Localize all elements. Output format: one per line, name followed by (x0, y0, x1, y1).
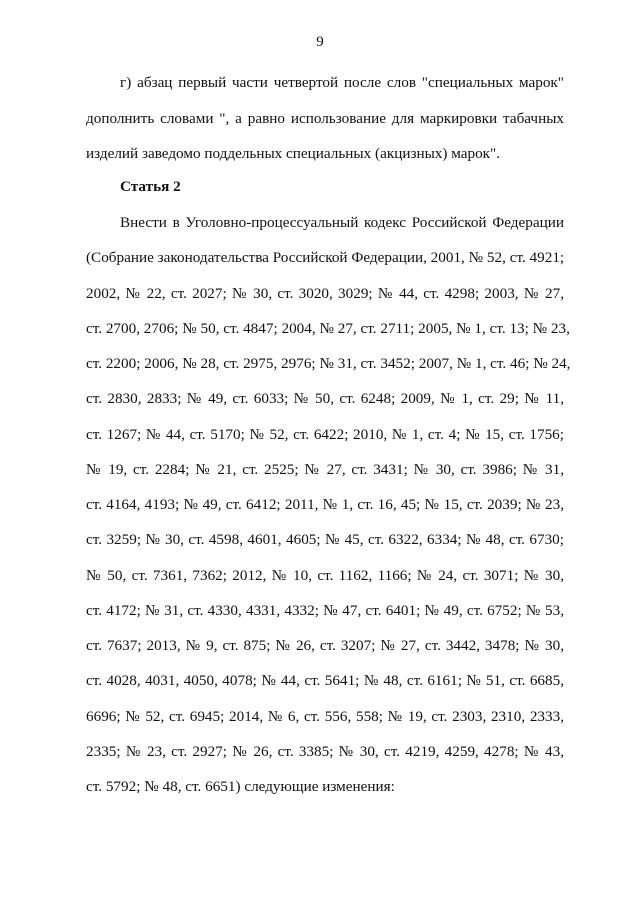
article-line-1: Внести в Уголовно-процессуальный кодекс Российской Федерации (120, 214, 564, 231)
paragraph-g-line-3: изделий заведомо поддельных специальных (акцизных) марок". (86, 145, 501, 162)
article-line-10: ст. 3259; № 30, ст. 4598, 4601, 4605; № 45, ст. 6322, 6334; № 48, ст. 6730; (86, 531, 564, 548)
article-line-16: 2335; № 23, ст. 2927; № 26, ст. 3385; № 30, ст. 4219, 4259, 4278; № 43, (86, 743, 564, 760)
article-line-7: ст. 1267; № 44, ст. 5170; № 52, ст. 6422; 2010, № 1, ст. 4; № 15, ст. 1756; (86, 426, 564, 443)
page-number: 9 (316, 34, 324, 50)
article-line-4: ст. 2700, 2706; № 50, ст. 4847; 2004, № 27, ст. 2711; 2005, № 1, ст. 13; № 23, (86, 320, 570, 337)
article-line-8: № 19, ст. 2284; № 21, ст. 2525; № 27, ст. 3431; № 30, ст. 3986; № 31, (86, 461, 564, 478)
article-line-9: ст. 4164, 4193; № 49, ст. 6412; 2011, № 1, ст. 16, 45; № 15, ст. 2039; № 23, (86, 496, 564, 513)
article-line-17: ст. 5792; № 48, ст. 6651) следующие изменения: (86, 778, 395, 795)
article-line-12: ст. 4172; № 31, ст. 4330, 4331, 4332; № 47, ст. 6401; № 49, ст. 6752; № 53, (86, 602, 564, 619)
article-heading: Статья 2 (120, 178, 181, 195)
article-line-14: ст. 4028, 4031, 4050, 4078; № 44, ст. 5641; № 48, ст. 6161; № 51, ст. 6685, (86, 672, 564, 689)
paragraph-g-line-2: дополнить словами ", а равно использование для маркировки табачных (86, 110, 564, 127)
article-line-5: ст. 2200; 2006, № 28, ст. 2975, 2976; № 31, ст. 3452; 2007, № 1, ст. 46; № 24, (86, 355, 571, 372)
article-line-6: ст. 2830, 2833; № 49, ст. 6033; № 50, ст. 6248; 2009, № 1, ст. 29; № 11, (86, 390, 564, 407)
article-line-3: 2002, № 22, ст. 2027; № 30, ст. 3020, 3029; № 44, ст. 4298; 2003, № 27, (86, 285, 564, 302)
article-line-15: 6696; № 52, ст. 6945; 2014, № 6, ст. 556, 558; № 19, ст. 2303, 2310, 2333, (86, 708, 564, 725)
article-line-13: ст. 7637; 2013, № 9, ст. 875; № 26, ст. 3207; № 27, ст. 3442, 3478; № 30, (86, 637, 564, 654)
paragraph-g-line-1: г) абзац первый части четвертой после слов "специальных марок" (120, 74, 564, 91)
article-line-11: № 50, ст. 7361, 7362; 2012, № 10, ст. 1162, 1166; № 24, ст. 3071; № 30, (86, 567, 564, 584)
article-line-2: (Собрание законодательства Российской Федерации, 2001, № 52, ст. 4921; (86, 249, 565, 266)
